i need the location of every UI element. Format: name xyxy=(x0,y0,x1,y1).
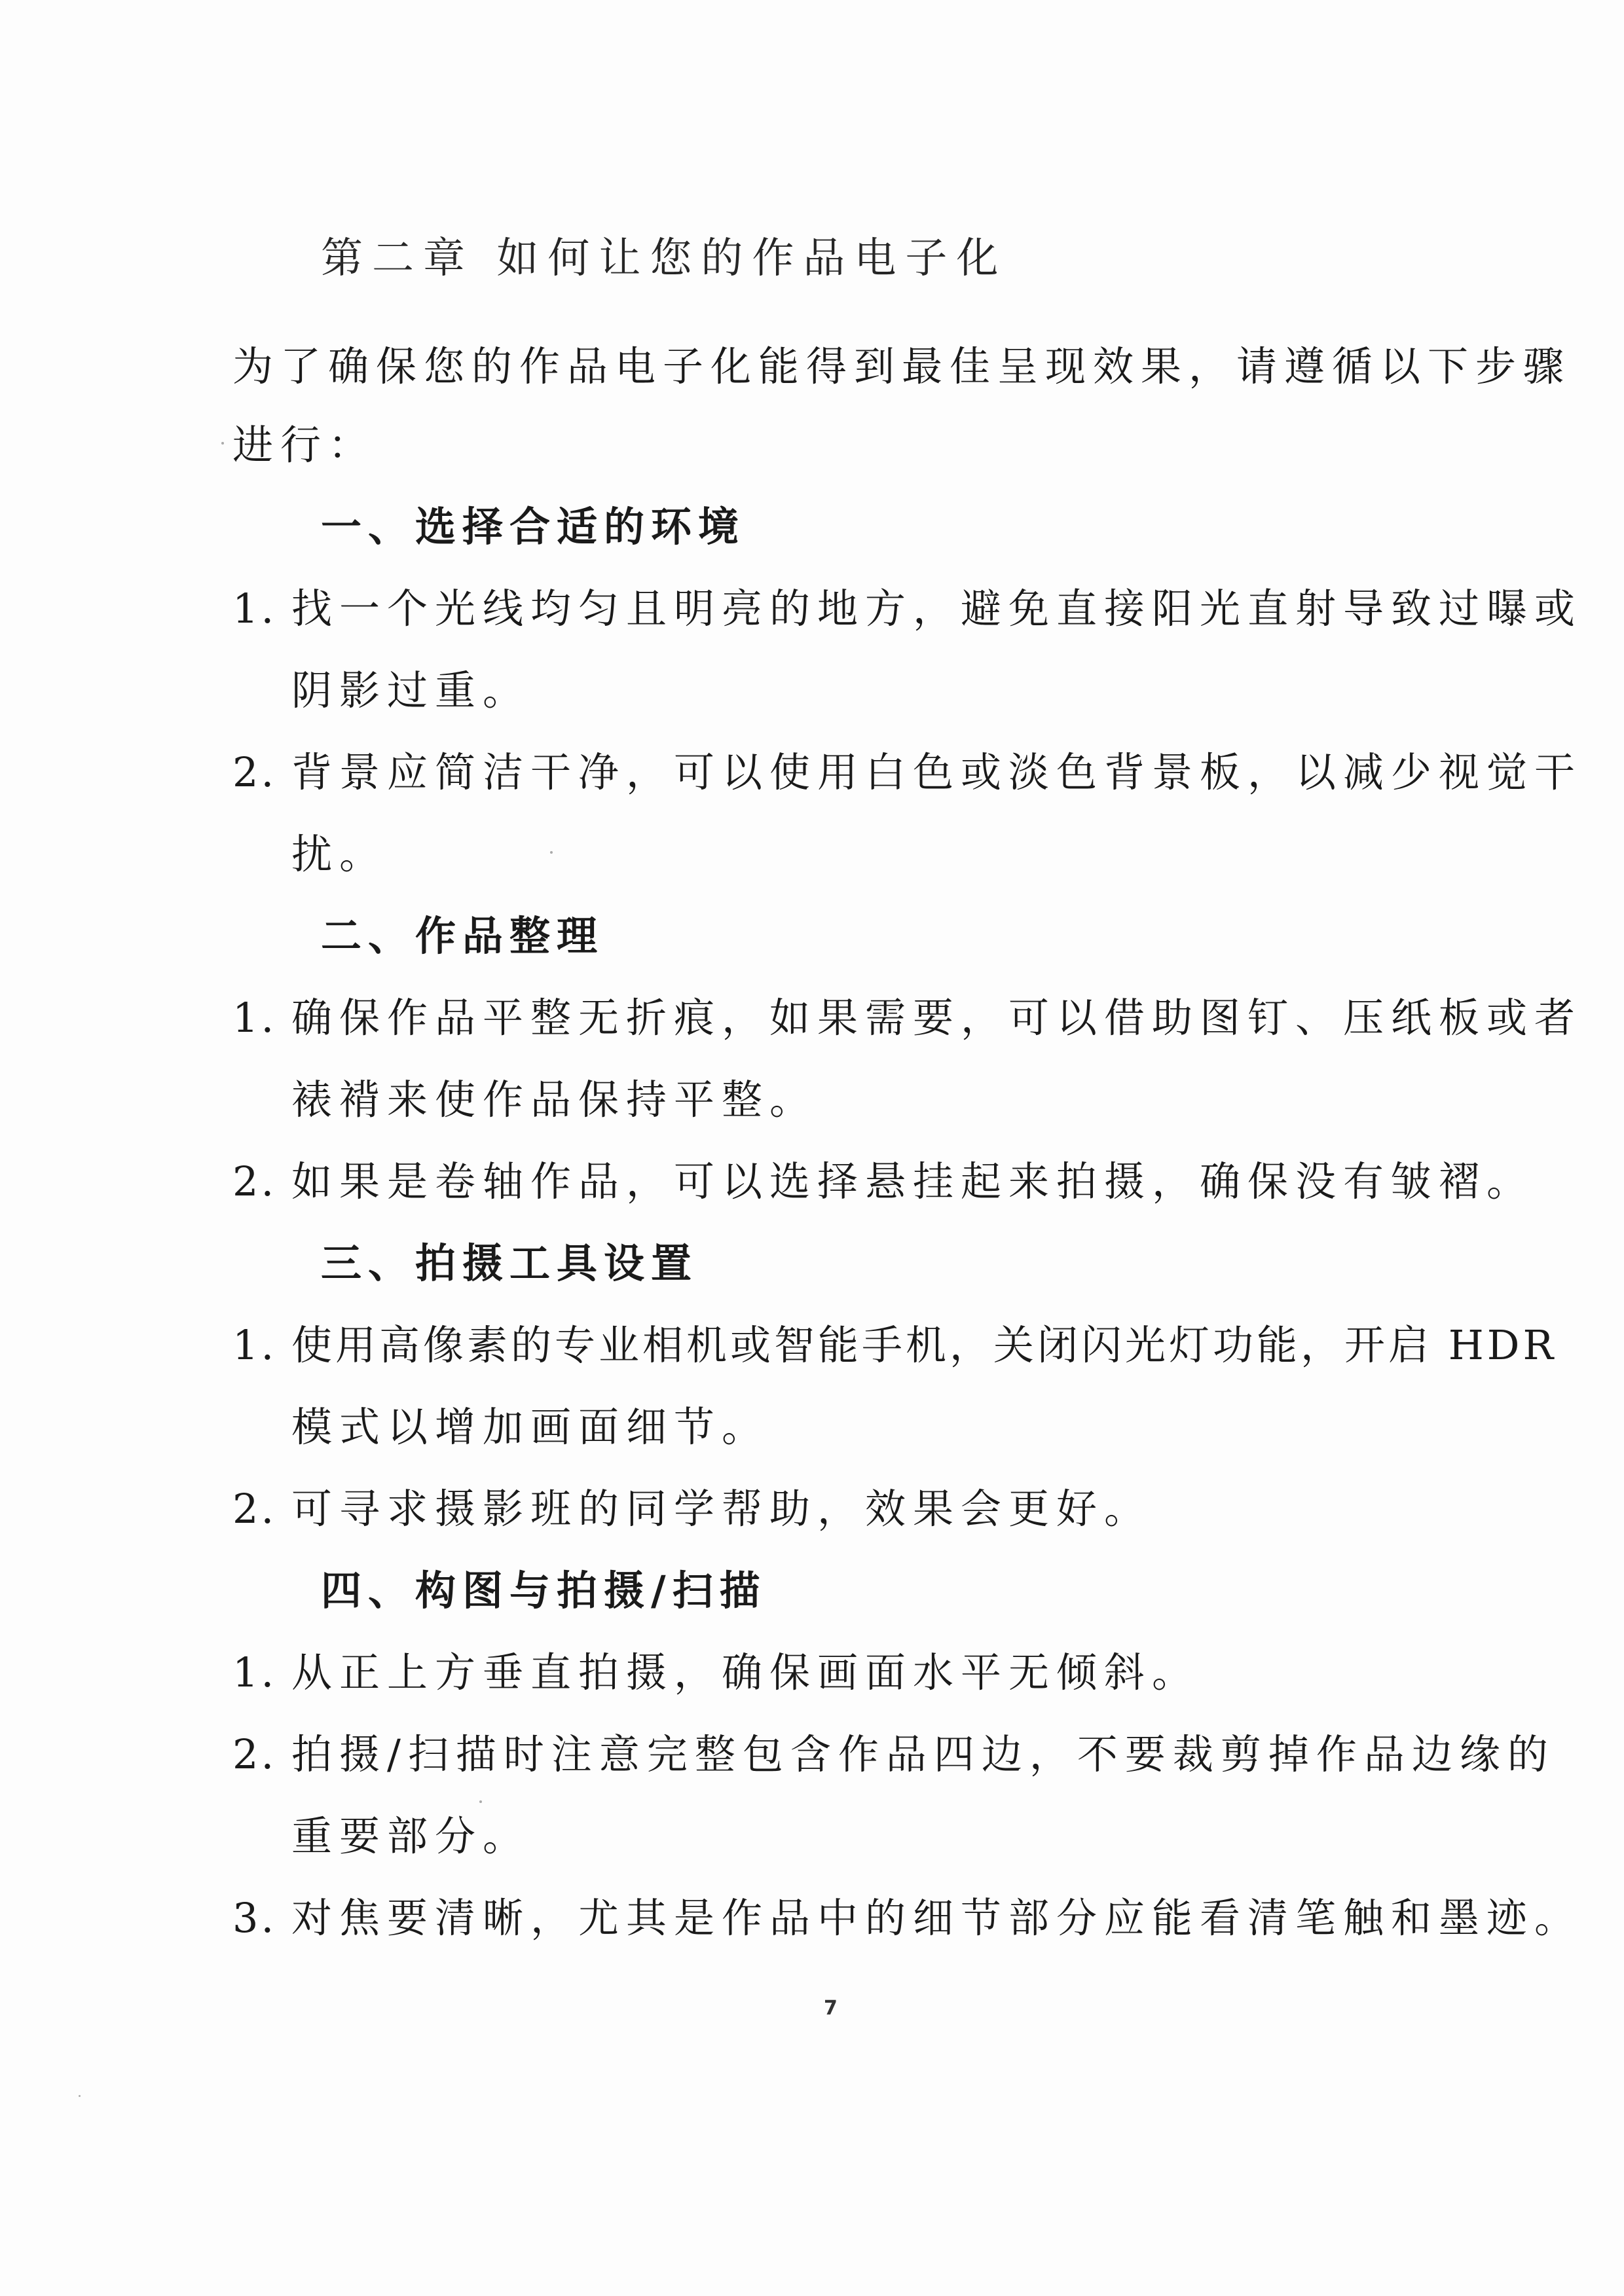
list-item xyxy=(232,992,1582,1044)
item-continuation: 裱褙来使作品保持平整。 xyxy=(291,1076,818,1123)
item-number: 1. xyxy=(232,1649,277,1696)
item-text: 确保作品平整无折痕，如果需要，可以借助图钉、压纸板或者 xyxy=(291,994,1583,1042)
item-text: 使用高像素的专业相机或智能手机，关闭闪光灯功能，开启 HDR xyxy=(291,1321,1557,1369)
section-heading-1: 一、选择合适的环境 xyxy=(321,503,746,551)
scan-speck xyxy=(479,1800,482,1803)
item-continuation: 扰。 xyxy=(291,830,388,878)
page-number: 7 xyxy=(824,1997,838,2020)
item-number: 1. xyxy=(232,585,277,632)
item-text: 找一个光线均匀且明亮的地方，避免直接阳光直射导致过曝或 xyxy=(291,585,1583,632)
item-text: 对焦要清晰，尤其是作品中的细节部分应能看清笔触和墨迹。 xyxy=(291,1894,1583,1942)
chapter-title: 第二章 如何让您的作品电子化 xyxy=(321,234,1008,283)
intro-line-1: 为了确保您的作品电子化能得到最佳呈现效果，请遵循以下步骤 xyxy=(232,342,1572,390)
item-number: 2. xyxy=(232,748,277,796)
item-text: 可寻求摄影班的同学帮助，效果会更好。 xyxy=(291,1485,1153,1533)
item-text: 拍摄/扫描时注意完整包含作品四边，不要裁剪掉作品边缘的 xyxy=(291,1730,1555,1778)
section-heading-4: 四、构图与拍摄/扫描 xyxy=(321,1567,767,1614)
section-heading-2: 二、作品整理 xyxy=(321,912,604,960)
scan-speck xyxy=(79,2095,81,2097)
list-item xyxy=(232,746,1582,799)
item-number: 3. xyxy=(232,1894,277,1942)
list-item xyxy=(232,1319,1557,1372)
list-item xyxy=(232,1483,1152,1535)
item-text: 背景应简洁干净，可以使用白色或淡色背景板，以减少视觉干 xyxy=(291,748,1583,796)
item-number: 2. xyxy=(232,1730,277,1778)
item-number: 2. xyxy=(232,1157,277,1205)
scan-speck xyxy=(550,851,553,854)
list-item xyxy=(232,1156,1534,1208)
item-continuation: 阴影过重。 xyxy=(291,666,531,714)
item-text: 如果是卷轴作品，可以选择悬挂起来拍摄，确保没有皱褶。 xyxy=(291,1157,1535,1205)
intro-line-2: 进行： xyxy=(232,421,377,469)
list-item xyxy=(232,1647,1200,1699)
item-continuation: 模式以增加画面细节。 xyxy=(291,1403,770,1451)
item-number: 1. xyxy=(232,994,277,1042)
list-item xyxy=(232,1892,1582,1944)
list-item xyxy=(232,1728,1555,1781)
list-item xyxy=(232,583,1582,635)
item-number: 1. xyxy=(232,1321,277,1369)
section-heading-3: 三、拍摄工具设置 xyxy=(321,1239,699,1287)
item-text: 从正上方垂直拍摄，确保画面水平无倾斜。 xyxy=(291,1649,1200,1696)
item-number: 2. xyxy=(232,1485,277,1533)
scan-speck xyxy=(221,442,224,445)
item-continuation: 重要部分。 xyxy=(291,1812,531,1860)
